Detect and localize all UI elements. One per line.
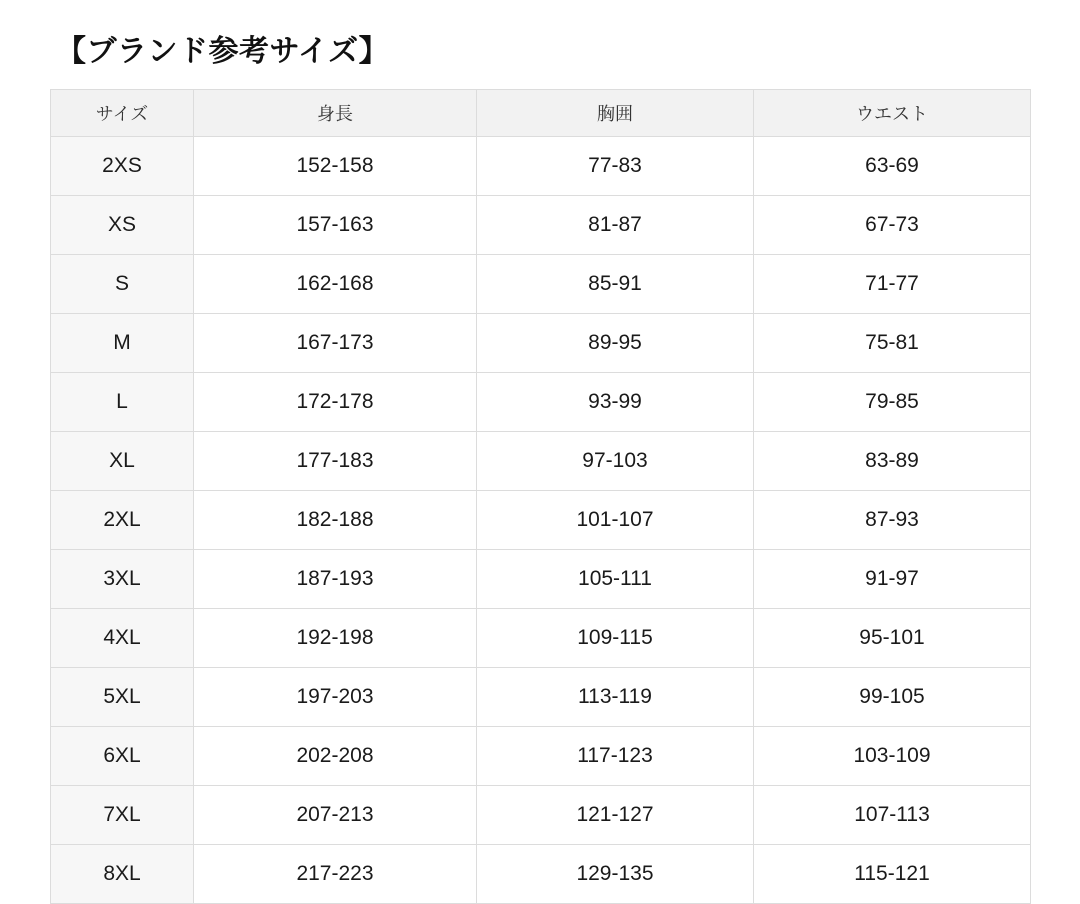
cell-height: 162-168 bbox=[194, 255, 477, 314]
table-row bbox=[51, 845, 1031, 904]
cell-waist: 115-121 bbox=[754, 845, 1031, 904]
cell-height: 157-163 bbox=[194, 196, 477, 255]
table-row bbox=[51, 491, 1031, 550]
cell-waist: 103-109 bbox=[754, 727, 1031, 786]
cell-size: 4XL bbox=[51, 609, 194, 668]
cell-size: 6XL bbox=[51, 727, 194, 786]
cell-size: 8XL bbox=[51, 845, 194, 904]
size-chart-table bbox=[50, 89, 1031, 904]
table-row bbox=[51, 550, 1031, 609]
cell-height: 207-213 bbox=[194, 786, 477, 845]
cell-size: 7XL bbox=[51, 786, 194, 845]
table-row bbox=[51, 609, 1031, 668]
column-header-waist: ウエスト bbox=[754, 90, 1031, 137]
cell-waist: 95-101 bbox=[754, 609, 1031, 668]
cell-waist: 79-85 bbox=[754, 373, 1031, 432]
cell-size: M bbox=[51, 314, 194, 373]
cell-size: 5XL bbox=[51, 668, 194, 727]
cell-chest: 81-87 bbox=[477, 196, 754, 255]
table-row bbox=[51, 668, 1031, 727]
cell-waist: 63-69 bbox=[754, 137, 1031, 196]
table-row bbox=[51, 255, 1031, 314]
cell-chest: 85-91 bbox=[477, 255, 754, 314]
cell-chest: 101-107 bbox=[477, 491, 754, 550]
cell-size: XS bbox=[51, 196, 194, 255]
column-header-chest: 胸囲 bbox=[477, 90, 754, 137]
cell-waist: 99-105 bbox=[754, 668, 1031, 727]
table-row bbox=[51, 137, 1031, 196]
cell-waist: 71-77 bbox=[754, 255, 1031, 314]
cell-chest: 117-123 bbox=[477, 727, 754, 786]
cell-height: 187-193 bbox=[194, 550, 477, 609]
cell-height: 172-178 bbox=[194, 373, 477, 432]
cell-height: 177-183 bbox=[194, 432, 477, 491]
cell-size: 2XS bbox=[51, 137, 194, 196]
cell-chest: 129-135 bbox=[477, 845, 754, 904]
page-title: 【ブランド参考サイズ】 bbox=[56, 35, 390, 68]
table-body bbox=[51, 137, 1031, 904]
cell-height: 202-208 bbox=[194, 727, 477, 786]
cell-waist: 107-113 bbox=[754, 786, 1031, 845]
cell-height: 167-173 bbox=[194, 314, 477, 373]
cell-height: 217-223 bbox=[194, 845, 477, 904]
cell-waist: 75-81 bbox=[754, 314, 1031, 373]
table-row bbox=[51, 432, 1031, 491]
cell-chest: 109-115 bbox=[477, 609, 754, 668]
table-header-row bbox=[51, 90, 1031, 137]
cell-height: 192-198 bbox=[194, 609, 477, 668]
cell-size: 3XL bbox=[51, 550, 194, 609]
cell-height: 197-203 bbox=[194, 668, 477, 727]
table-row bbox=[51, 786, 1031, 845]
cell-height: 152-158 bbox=[194, 137, 477, 196]
cell-waist: 91-97 bbox=[754, 550, 1031, 609]
table-row bbox=[51, 373, 1031, 432]
cell-chest: 93-99 bbox=[477, 373, 754, 432]
cell-chest: 121-127 bbox=[477, 786, 754, 845]
cell-waist: 83-89 bbox=[754, 432, 1031, 491]
cell-size: S bbox=[51, 255, 194, 314]
table-header bbox=[51, 90, 1031, 137]
table-row bbox=[51, 196, 1031, 255]
cell-chest: 105-111 bbox=[477, 550, 754, 609]
table-row bbox=[51, 314, 1031, 373]
cell-size: L bbox=[51, 373, 194, 432]
table-row bbox=[51, 727, 1031, 786]
cell-chest: 89-95 bbox=[477, 314, 754, 373]
cell-chest: 77-83 bbox=[477, 137, 754, 196]
column-header-height: 身長 bbox=[194, 90, 477, 137]
cell-height: 182-188 bbox=[194, 491, 477, 550]
cell-size: XL bbox=[51, 432, 194, 491]
cell-chest: 97-103 bbox=[477, 432, 754, 491]
column-header-size: サイズ bbox=[51, 90, 194, 137]
cell-waist: 67-73 bbox=[754, 196, 1031, 255]
cell-waist: 87-93 bbox=[754, 491, 1031, 550]
cell-size: 2XL bbox=[51, 491, 194, 550]
cell-chest: 113-119 bbox=[477, 668, 754, 727]
